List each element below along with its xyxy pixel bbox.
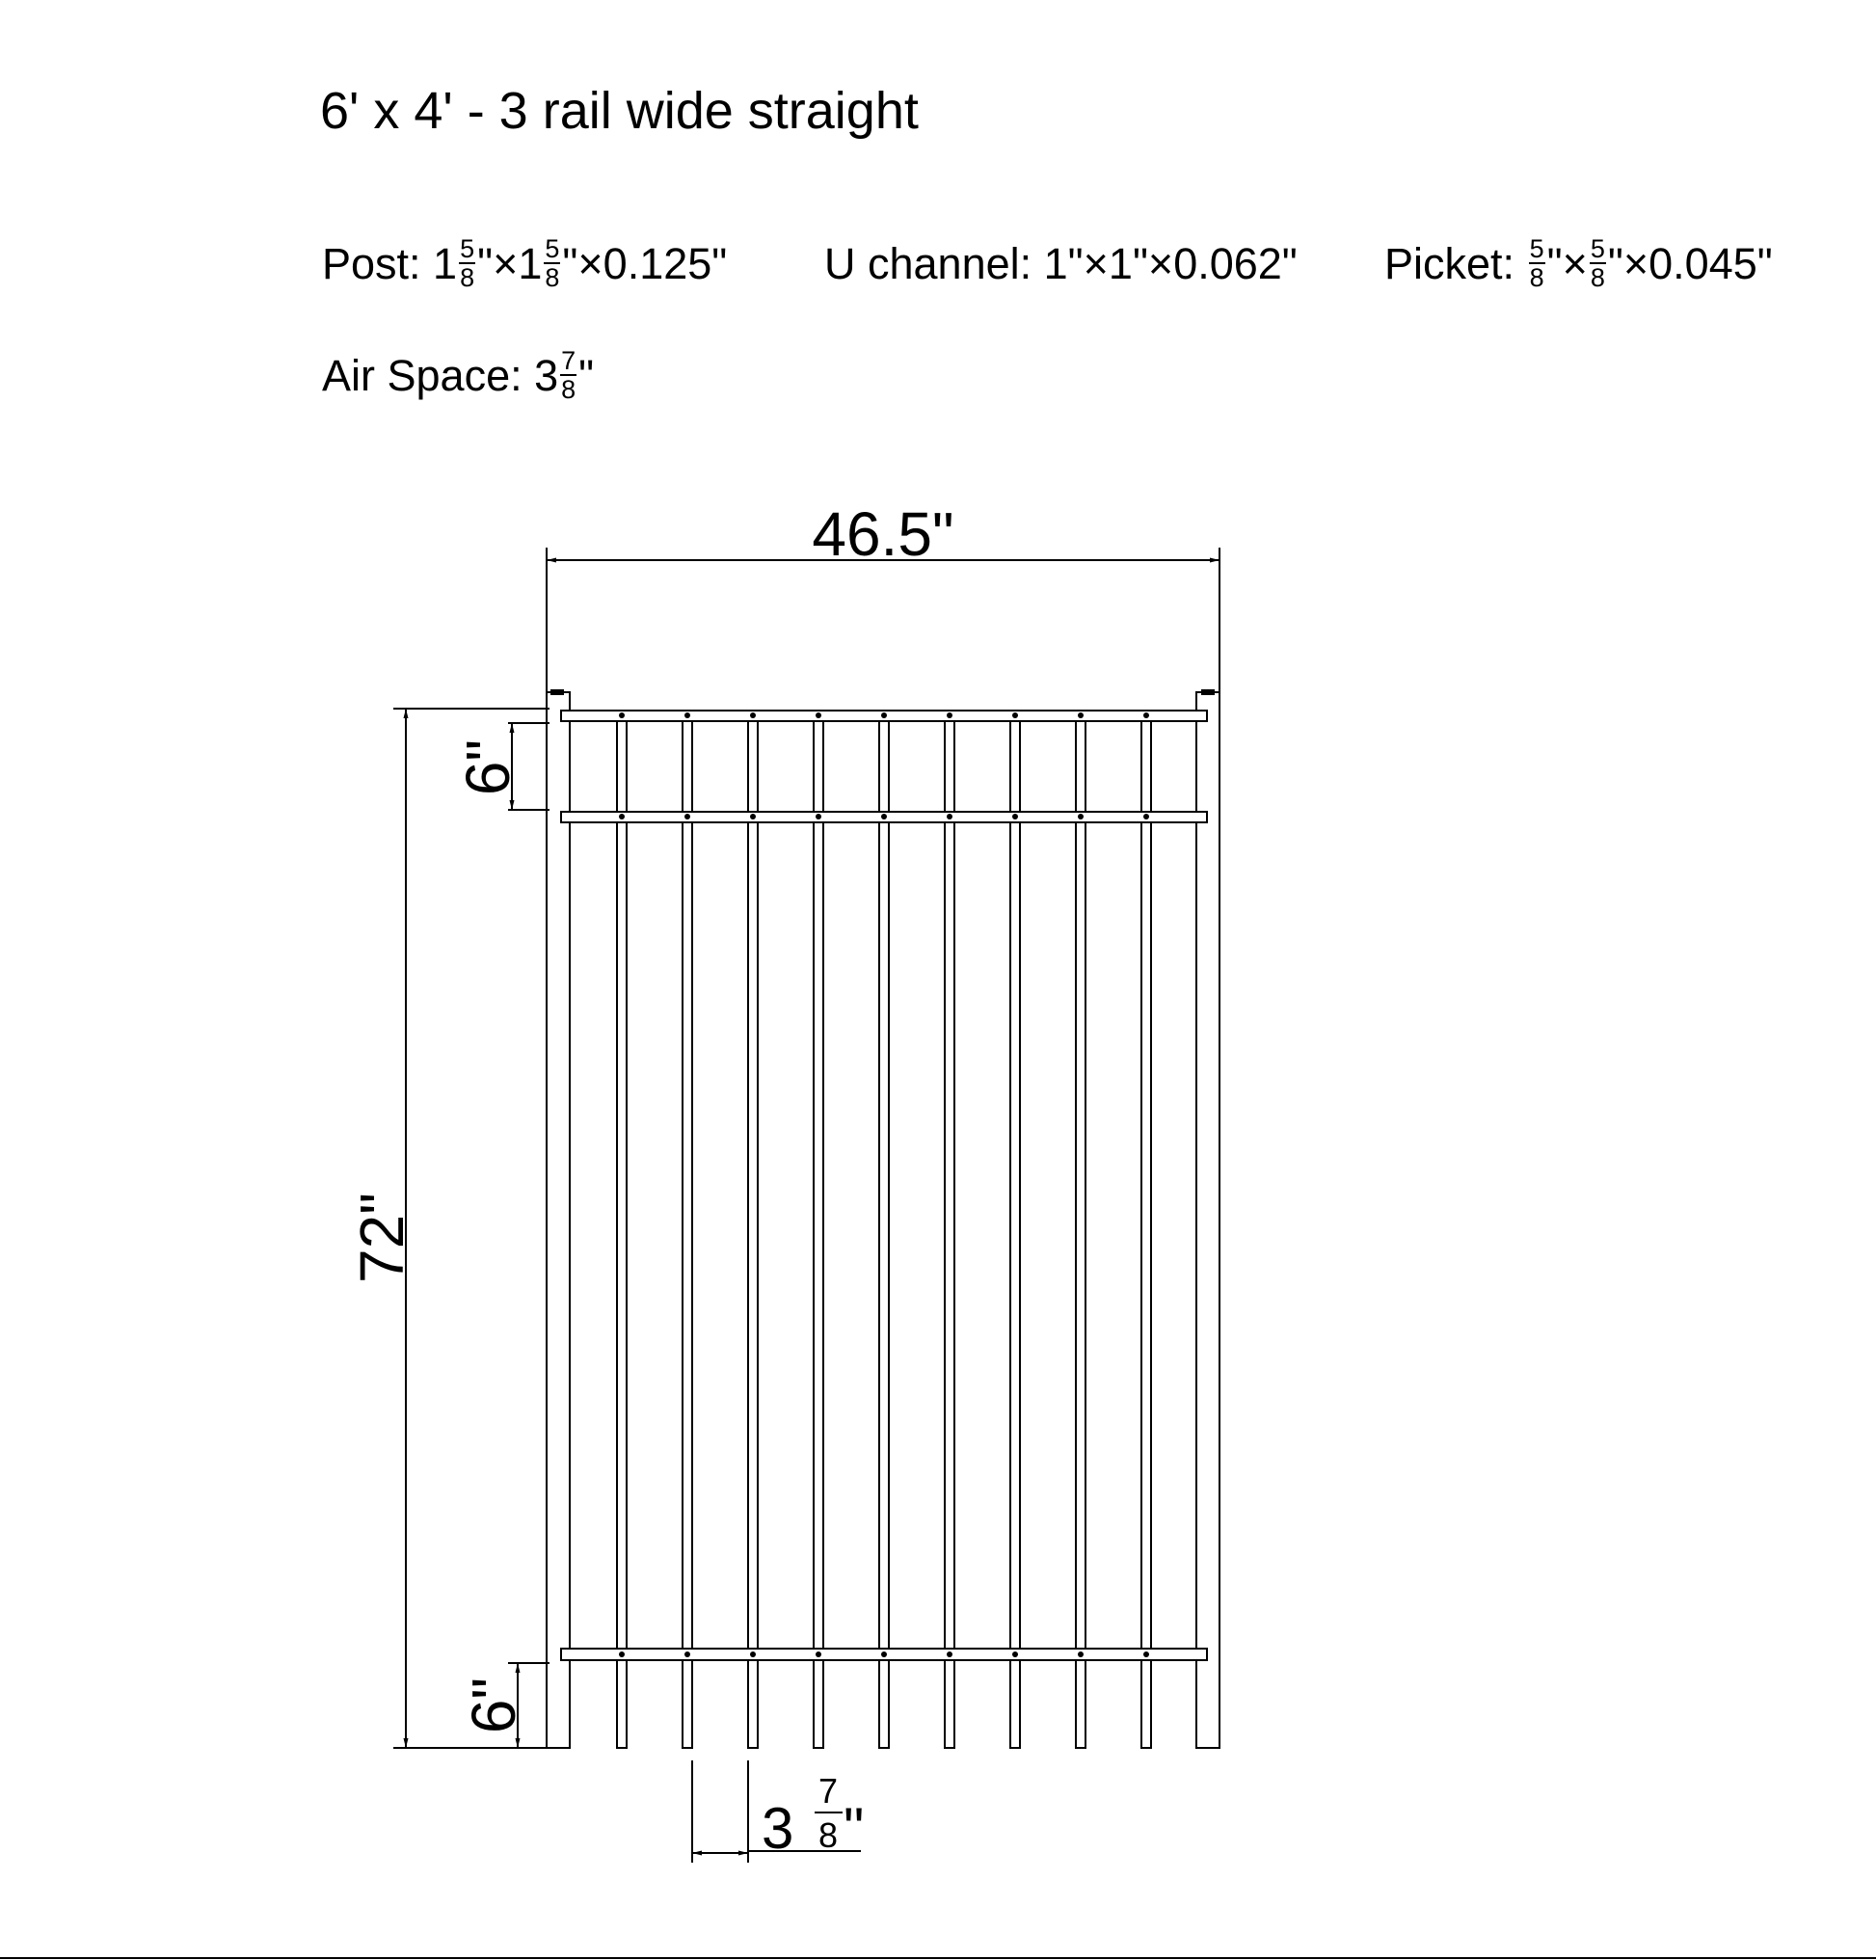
post-fraction-2-numerator: 5 <box>545 234 560 264</box>
rivet <box>1143 1651 1149 1657</box>
spacing-inch-mark: " <box>844 1796 865 1861</box>
post-fraction-2-denominator: 8 <box>545 263 560 293</box>
gate-pickets <box>617 721 1151 1748</box>
rivet <box>947 1651 952 1657</box>
bottom-offset-label: 6" <box>459 1677 528 1734</box>
rivet <box>684 1651 690 1657</box>
air-space-label: Air Space: 3 <box>322 351 559 400</box>
post-spec-label: Post: 1 <box>322 239 458 288</box>
rivet <box>1012 814 1018 819</box>
page-border-bottom <box>0 1957 1876 1959</box>
spacing-fraction-numerator: 7 <box>817 1771 839 1811</box>
spacing-fraction-denominator: 8 <box>817 1815 839 1855</box>
picket-spacing-dimension <box>692 1760 864 1863</box>
rivet <box>1012 712 1018 718</box>
air-space-tail: " <box>578 351 595 400</box>
picket-fraction-1-denominator: 8 <box>1529 263 1544 293</box>
picket <box>1076 721 1085 1748</box>
bottom-rail-offset-dimension <box>459 1663 549 1748</box>
rivet <box>750 814 756 819</box>
u-channel-spec: U channel: 1"×1"×0.062" <box>824 239 1298 288</box>
picket <box>945 721 954 1748</box>
picket-fraction-1-numerator: 5 <box>1529 234 1544 264</box>
gate-rails <box>561 711 1207 1660</box>
drawing-title: 6' x 4' - 3 rail wide straight <box>320 82 919 140</box>
left-post <box>547 692 570 1748</box>
right-post <box>1196 692 1219 1748</box>
picket-spec-mid: "× <box>1546 239 1588 288</box>
picket-spec-tail: "×0.045" <box>1607 239 1773 288</box>
rivet <box>881 814 887 819</box>
picket <box>748 721 758 1748</box>
rivet <box>750 712 756 718</box>
rivet <box>881 712 887 718</box>
height-dimension <box>347 709 549 1748</box>
post-fraction-1-denominator: 8 <box>460 263 475 293</box>
picket-fraction-2-denominator: 8 <box>1590 263 1605 293</box>
rivet <box>684 814 690 819</box>
rivet <box>1078 814 1084 819</box>
rivet <box>750 1651 756 1657</box>
picket <box>683 721 692 1748</box>
rivet <box>619 814 625 819</box>
picket <box>1010 721 1020 1748</box>
rivet <box>1143 814 1149 819</box>
picket <box>617 721 627 1748</box>
rivet <box>816 814 821 819</box>
rivet <box>881 1651 887 1657</box>
gate-posts <box>547 689 1219 1748</box>
picket <box>814 721 823 1748</box>
picket-fraction-2-numerator: 5 <box>1590 234 1605 264</box>
width-dimension <box>547 499 1219 692</box>
rivet <box>816 1651 821 1657</box>
left-post-cap <box>550 689 564 695</box>
post-fraction-1-numerator: 5 <box>460 234 475 264</box>
width-label: 46.5" <box>812 499 954 569</box>
rivet <box>619 712 625 718</box>
picket <box>1141 721 1151 1748</box>
rivet <box>947 814 952 819</box>
picket <box>879 721 889 1748</box>
top-rail-offset-dimension <box>453 723 549 810</box>
air-space-fraction-denominator: 8 <box>561 375 576 405</box>
rivet <box>947 712 952 718</box>
picket-spec-label: Picket: <box>1384 239 1515 288</box>
rivet <box>1012 1651 1018 1657</box>
rivet <box>619 1651 625 1657</box>
rivet <box>1078 1651 1084 1657</box>
rivet <box>1143 712 1149 718</box>
top-offset-label: 6" <box>453 738 523 796</box>
spacing-whole: 3 <box>762 1796 794 1861</box>
air-space-fraction-numerator: 7 <box>561 346 576 376</box>
rail-rivets <box>619 712 1149 1657</box>
post-spec-tail: "×0.125" <box>562 239 728 288</box>
height-label: 72" <box>347 1193 416 1283</box>
rivet <box>684 712 690 718</box>
rivet <box>1078 712 1084 718</box>
rivet <box>816 712 821 718</box>
post-spec-mid: "×1 <box>477 239 543 288</box>
right-post-cap <box>1201 689 1215 695</box>
